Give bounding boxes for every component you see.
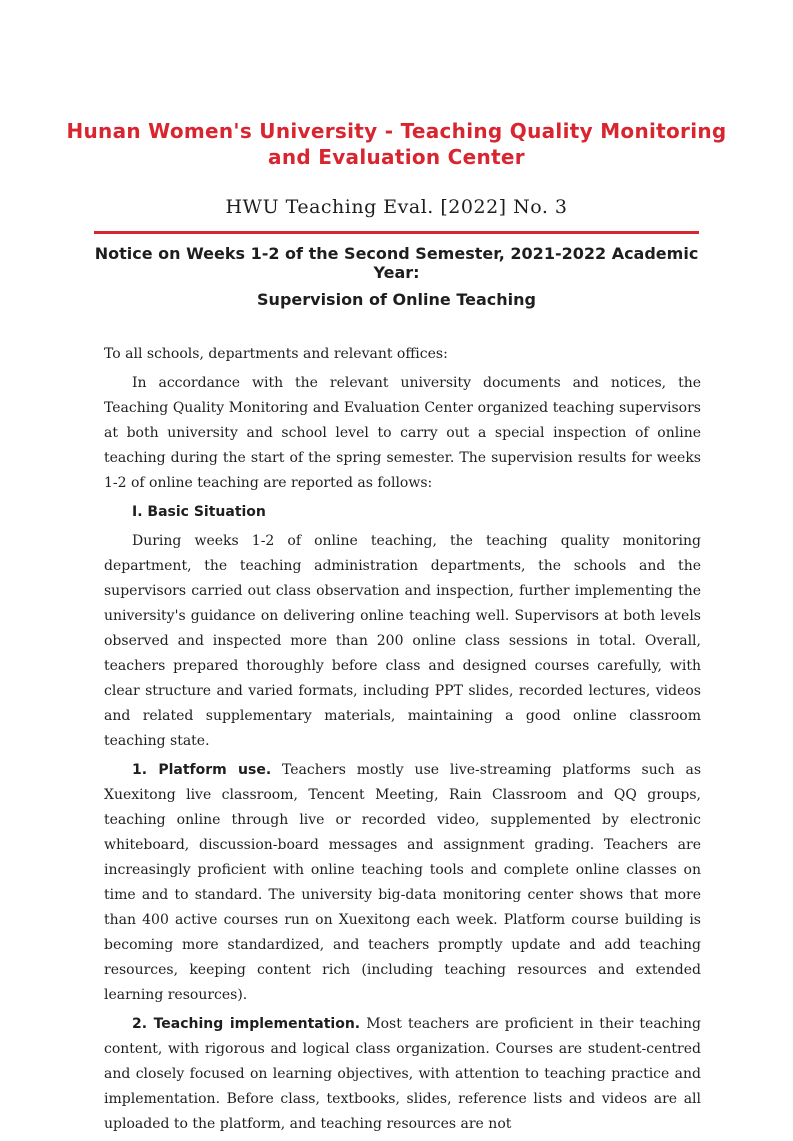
masthead-organization: Hunan Women's University - Teaching Quality Monitoring and Evaluation Center xyxy=(66,119,727,169)
section-1-paragraph: During weeks 1-2 of online teaching, the teaching quality monitoring department, the teaching administration departments, the schools and the supervisors carried out class observation and inspection, further implementing the university's guidance on delivering online teaching well. Supervisors at both levels observed and inspected more than 200 online class sessions in total. Overall, teachers prepared thoroughly before class and designed courses carefully, with clear structure and varied formats, including PPT slides, recorded lectures, videos and related supplementary materials, maintaining a good online classroom teaching state. xyxy=(104,533,701,749)
section-1-heading: I. Basic Situation xyxy=(132,504,266,520)
item-2-text: Most teachers are proficient in their teaching content, with rigorous and logical class organization. Courses are student-centred and closely focused on learning objectives, with attention to teaching practice and implementation. Before class, textbooks, slides, reference lists and videos are all uploaded to the platform, and teaching resources are not xyxy=(104,1016,701,1132)
document-number: HWU Teaching Eval. [2022] No. 3 xyxy=(225,196,568,218)
item-1-lead: 1. Platform use. xyxy=(132,762,272,778)
document-title-line-1: Notice on Weeks 1-2 of the Second Semester, 2021-2022 Academic Year: xyxy=(94,244,699,282)
item-1-text: Teachers mostly use live-streaming platforms such as Xuexitong live classroom, Tencent Meeting, Rain Classroom and QQ groups, teaching online through live or recorded video, supplemented by electronic whiteboard, discussion-board messages and assignment grading. Teachers are increasingly proficient with online teaching tools and complete online classes on time and to standard. The university big-data monitoring center shows that more than 400 active courses run on Xuexitong each week. Platform course building is becoming more standardized, and teachers promptly update and add teaching resources, keeping content rich (including teaching resources and extended learning resources). xyxy=(104,762,702,1003)
document-title-line-2: Supervision of Online Teaching xyxy=(257,290,536,309)
salutation: To all schools, departments and relevant offices: xyxy=(104,346,448,362)
document-body xyxy=(104,342,701,1141)
item-2-lead: 2. Teaching implementation. xyxy=(132,1016,361,1032)
intro-paragraph: In accordance with the relevant university documents and notices, the Teaching Quality Monitoring and Evaluation Center organized teaching supervisors at both university and school level to carry out a special inspection of online teaching during the start of the spring semester. The supervision results for weeks 1-2 of online teaching are reported as follows: xyxy=(104,375,701,491)
red-divider-rule xyxy=(94,231,699,234)
item-1-paragraph xyxy=(104,758,701,1008)
item-2-paragraph xyxy=(104,1012,701,1137)
